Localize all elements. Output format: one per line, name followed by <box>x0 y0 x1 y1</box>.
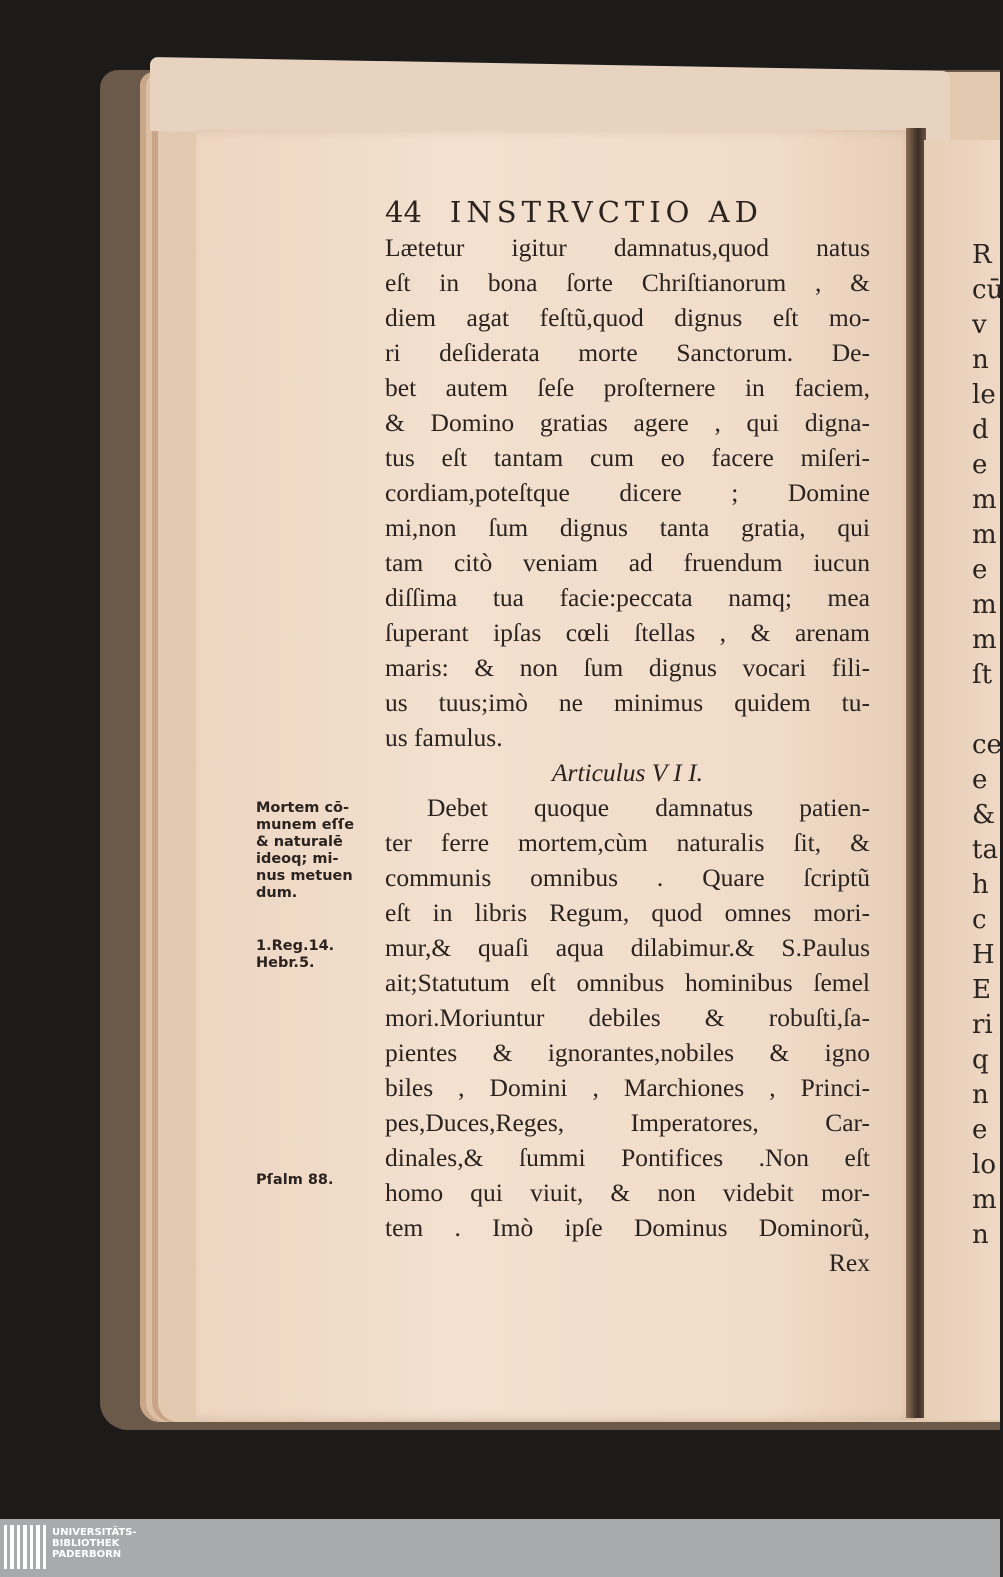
text-line: mur,& quaſi aqua dilabimur.& S.Paulus <box>385 933 870 962</box>
facing-page-fragment: le <box>972 380 996 410</box>
text-line: mori.Moriuntur debiles & robuſti,ſa- <box>385 1003 870 1032</box>
facing-page-fragment: n <box>972 345 989 375</box>
text-line: tam citò veniam ad fruendum iucun <box>385 548 870 577</box>
facing-page-fragment: m <box>972 485 997 515</box>
page-text <box>385 230 870 1280</box>
facing-page-fragment: e <box>972 450 988 480</box>
logo-text-line: PADERBORN <box>52 1549 122 1560</box>
text-line: & Domino gratias agere , qui digna- <box>385 408 870 437</box>
text-line: us famulus. <box>385 723 503 752</box>
text-line: ri deſiderata morte Sanctorum. De- <box>385 338 870 367</box>
right-page-fragment <box>924 140 1003 1420</box>
facing-page-fragment: m <box>972 520 997 550</box>
section-heading: Articulus V I I. <box>551 758 704 787</box>
catchword: Rex <box>828 1248 870 1277</box>
text-line: ter ferre mortem,cùm naturalis ſit, & <box>385 828 870 857</box>
facing-page-fragment: ri <box>972 1010 993 1040</box>
text-line: bet autem ſeſe proſternere in faciem, <box>385 373 870 402</box>
text-line: ſuperant ipſas cœli ſtellas , & arenam <box>385 618 870 647</box>
facing-page-fragment: q <box>972 1045 989 1075</box>
facing-page-fragment: lo <box>972 1150 996 1180</box>
text-line: mi,non ſum dignus tanta gratia, qui <box>385 513 870 542</box>
text-line: maris: & non ſum dignus vocari fili- <box>385 653 870 682</box>
facing-page-fragment: E <box>972 975 991 1005</box>
facing-page-fragment: m <box>972 1185 997 1215</box>
logo-text-line: UNIVERSITÄTS- <box>52 1527 137 1538</box>
text-line: cordiam,poteſtque dicere ; Domine <box>385 478 870 507</box>
margin-note-line: 1.Reg.14. <box>256 938 335 954</box>
page-number: 44 <box>385 195 422 229</box>
library-logo-icon <box>4 1525 46 1569</box>
text-line: diem agat feſtũ,quod dignus eſt mo- <box>385 303 870 332</box>
text-line: pes,Duces,Reges, Imperatores, Car- <box>385 1108 870 1137</box>
text-line: communis omnibus . Quare ſcriptũ <box>385 863 870 892</box>
library-footer-bar <box>0 1519 1000 1577</box>
facing-page-fragment: e <box>972 1115 988 1145</box>
facing-page-fragment: m <box>972 590 997 620</box>
text-line: eſt in libris Regum, quod omnes mori- <box>385 898 870 927</box>
text-line: homo qui viuit, & non videbit mor- <box>385 1178 870 1207</box>
facing-page-fragment: H <box>972 940 995 970</box>
running-title: INSTRVCTIO AD <box>449 195 763 229</box>
facing-page-fragment: c <box>972 905 987 935</box>
text-line: pientes & ignorantes,nobiles & igno <box>385 1038 870 1067</box>
text-line: dinales,& ſummi Pontifices .Non eſt <box>385 1143 870 1172</box>
facing-page-fragment: n <box>972 1220 989 1250</box>
facing-page-fragment: h <box>972 870 989 900</box>
text-line: eſt in bona ſorte Chriſtianorum , & <box>385 268 870 297</box>
facing-page-fragment: ce <box>972 730 1002 760</box>
text-line: Debet quoque damnatus patien- <box>427 793 870 822</box>
margin-note-line: Hebr.5. <box>256 955 315 971</box>
logo-text-line: BIBLIOTHEK <box>52 1538 120 1549</box>
library-logo-text <box>52 1527 137 1560</box>
facing-page-fragment: n <box>972 1080 989 1110</box>
facing-page-fragment: e <box>972 765 988 795</box>
facing-page-fragment: d <box>972 415 989 445</box>
text-line: tus eſt tantam cum eo facere miſeri- <box>385 443 870 472</box>
facing-page-fragment: ta <box>972 835 998 865</box>
facing-page-fragment: m <box>972 625 997 655</box>
facing-page-fragment: ſt <box>972 660 993 690</box>
facing-page-fragment: cū <box>972 275 1003 305</box>
facing-page-fragment: & <box>972 800 996 830</box>
margin-note-line: dum. <box>256 885 298 901</box>
margin-note-psalm <box>256 1172 381 1189</box>
book-gutter <box>906 128 926 1418</box>
margin-note-mortem <box>256 800 381 902</box>
text-line: tem . Imò ipſe Dominus Dominorũ, <box>385 1213 870 1242</box>
margin-note-line: nus metuen <box>256 868 353 884</box>
margin-note-line: Mortem cō- <box>256 800 350 816</box>
facing-page-fragment: e <box>972 555 988 585</box>
margin-note-line: & naturalē <box>256 834 343 850</box>
facing-page-fragment: R <box>972 240 992 270</box>
text-line: diſſima tua facie:peccata namq; mea <box>385 583 870 612</box>
running-header <box>385 195 865 229</box>
margin-note-line: ideoq; mi- <box>256 851 339 867</box>
text-line: us tuus;imò ne minimus quidem tu- <box>385 688 870 717</box>
margin-note-references <box>256 938 381 972</box>
text-line: biles , Domini , Marchiones , Princi- <box>385 1073 870 1102</box>
margin-note-line: Pſalm 88. <box>256 1172 334 1188</box>
text-line: Lætetur igitur damnatus,quod natus <box>385 233 870 262</box>
facing-page-fragment: v <box>972 310 987 340</box>
margin-note-line: munem eſſe <box>256 817 355 833</box>
text-line: ait;Statutum eſt omnibus hominibus ſemel <box>385 968 870 997</box>
